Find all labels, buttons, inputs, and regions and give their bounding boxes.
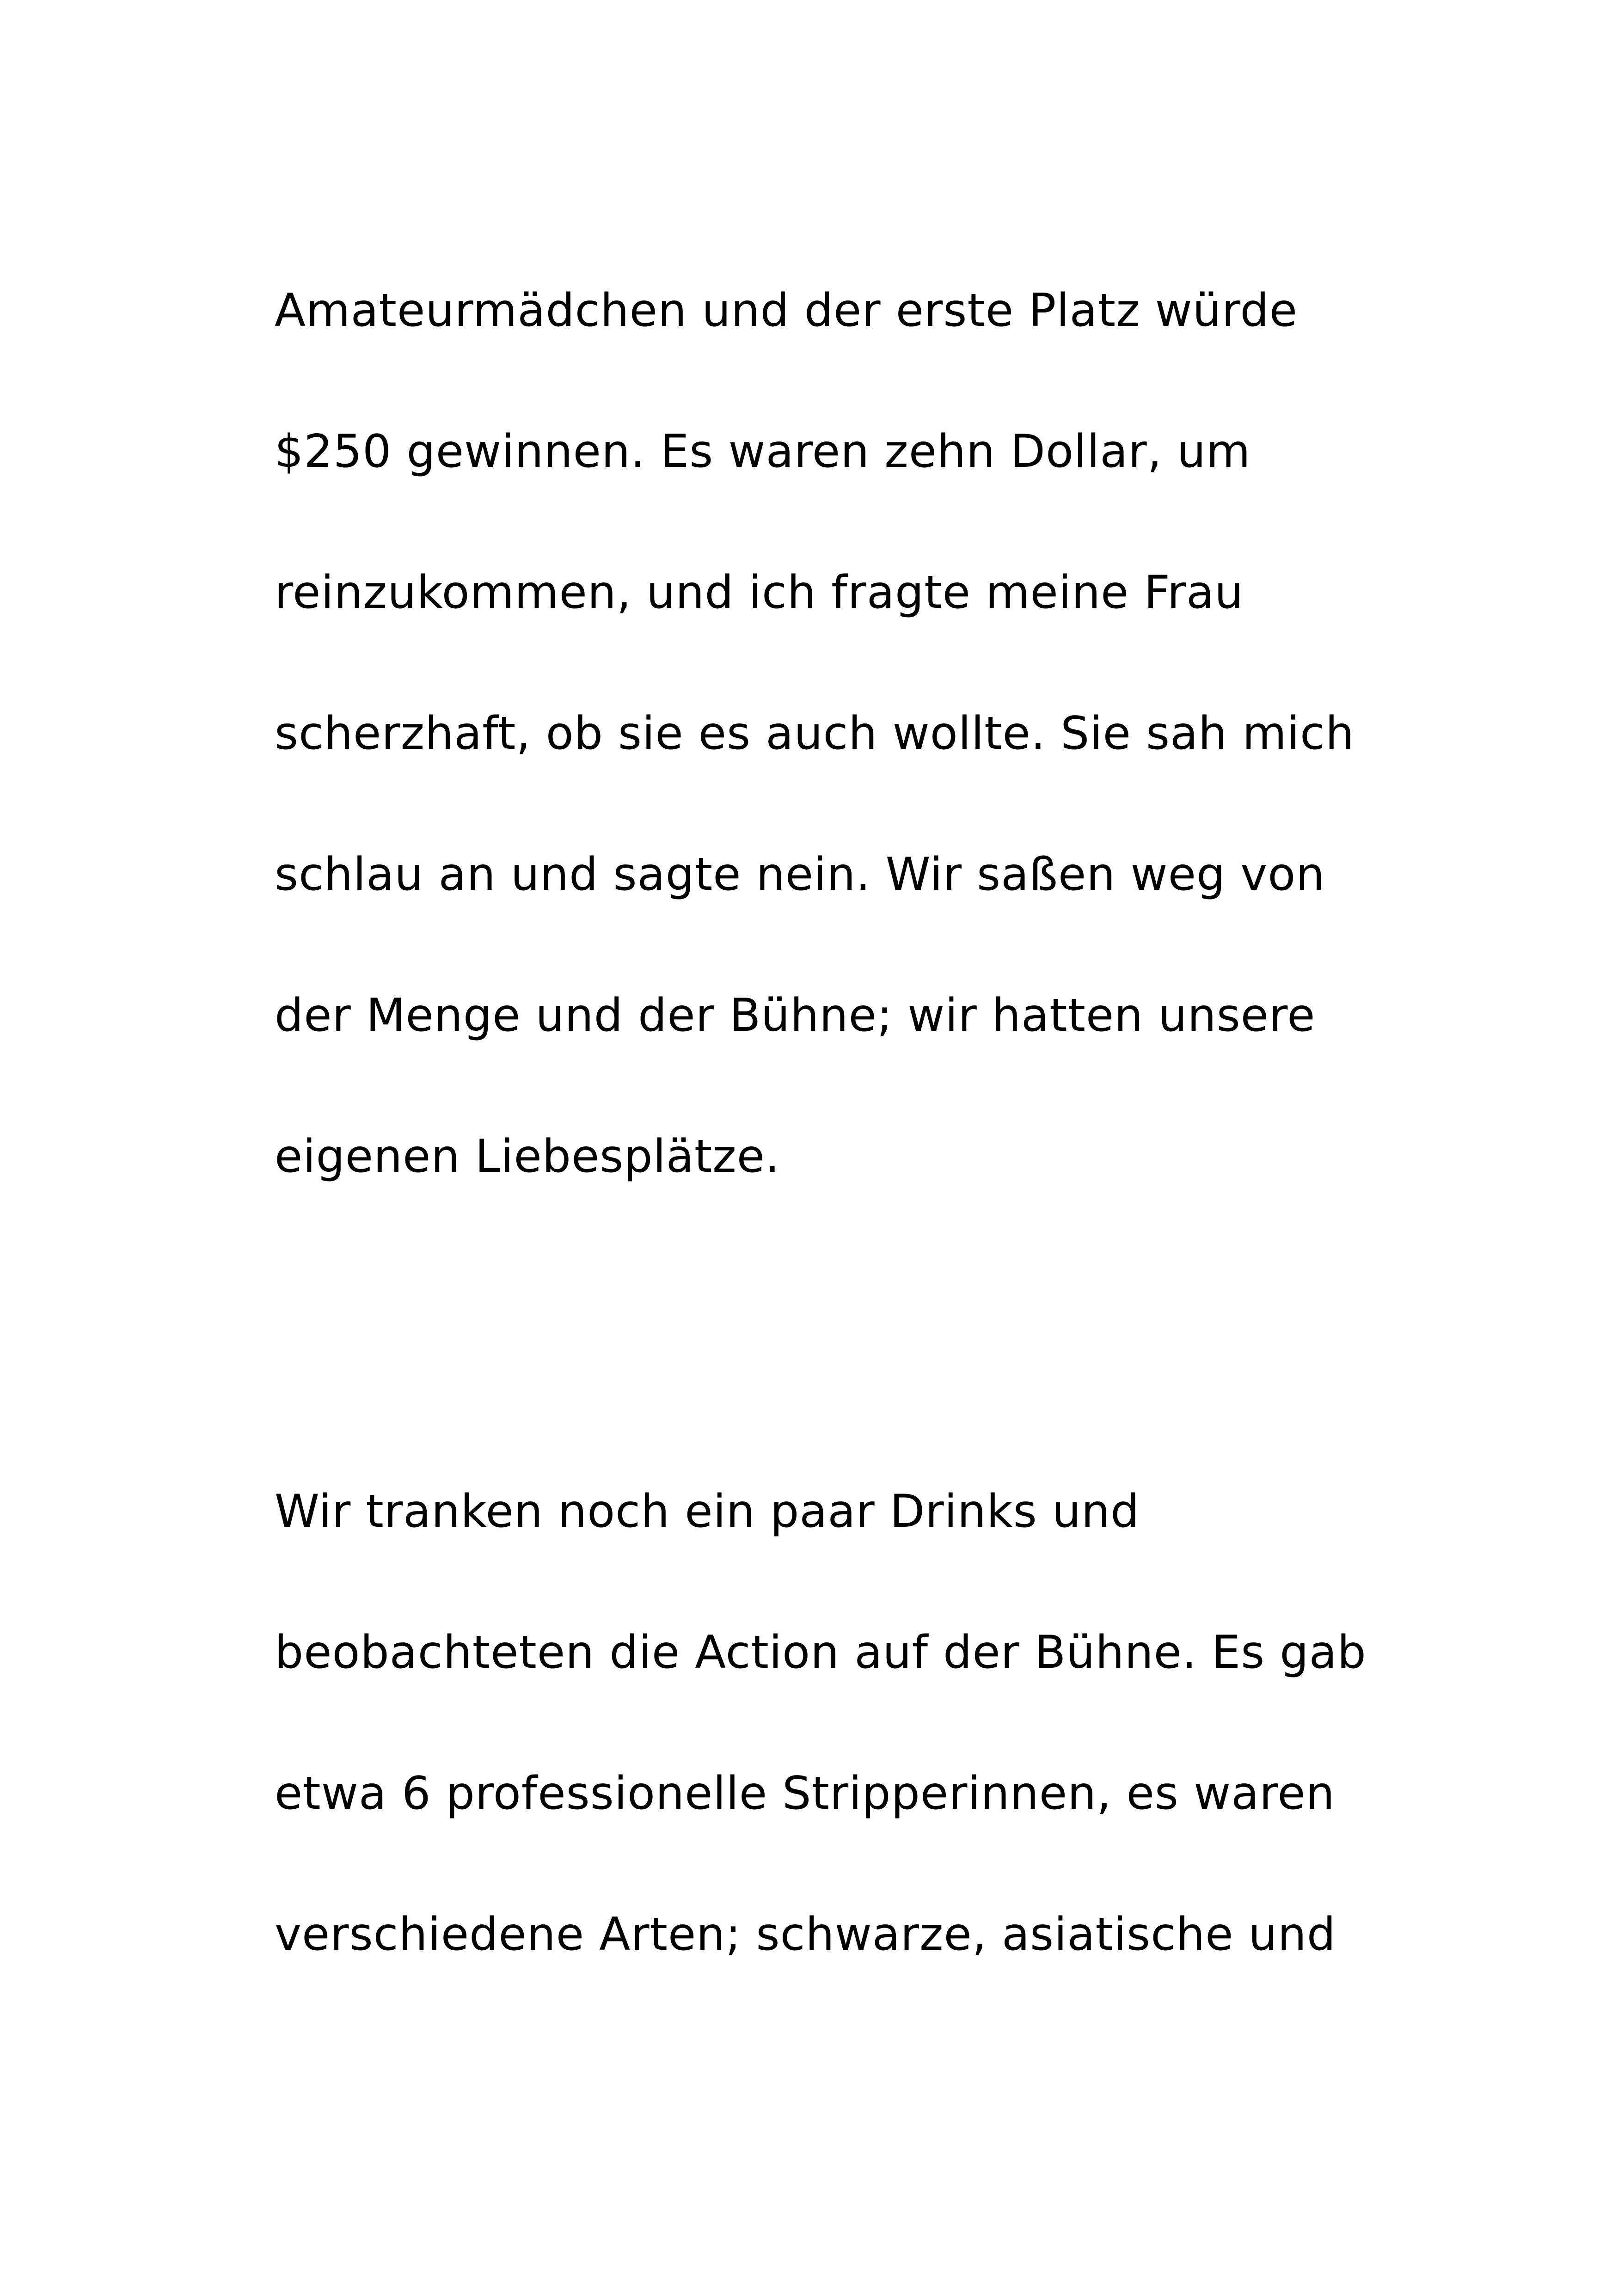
text-line: $250 gewinnen. Es waren zehn Dollar, um [275, 425, 1251, 478]
text-line: beobachteten die Action auf der Bühne. Es gab [275, 1626, 1367, 1679]
text-line: Wir tranken noch ein paar Drinks und [275, 1485, 1140, 1538]
text-line: schlau an und sagte nein. Wir saßen weg von [275, 848, 1325, 901]
text-line: eigenen Liebesplätze. [275, 1130, 780, 1183]
text-line: der Menge und der Bühne; wir hatten unsere [275, 989, 1316, 1042]
text-line: etwa 6 professionelle Stripperinnen, es waren [275, 1767, 1335, 1820]
paragraph-2 [275, 1441, 1430, 2005]
paragraph-1 [275, 240, 1430, 1227]
text-line: scherzhaft, ob sie es auch wollte. Sie sah mich [275, 707, 1355, 760]
text-line: reinzukommen, und ich fragte meine Frau [275, 566, 1244, 619]
text-line: Amateurmädchen und der erste Platz würde [275, 284, 1298, 337]
text-line: verschiedene Arten; schwarze, asiatische und [275, 1908, 1336, 1961]
